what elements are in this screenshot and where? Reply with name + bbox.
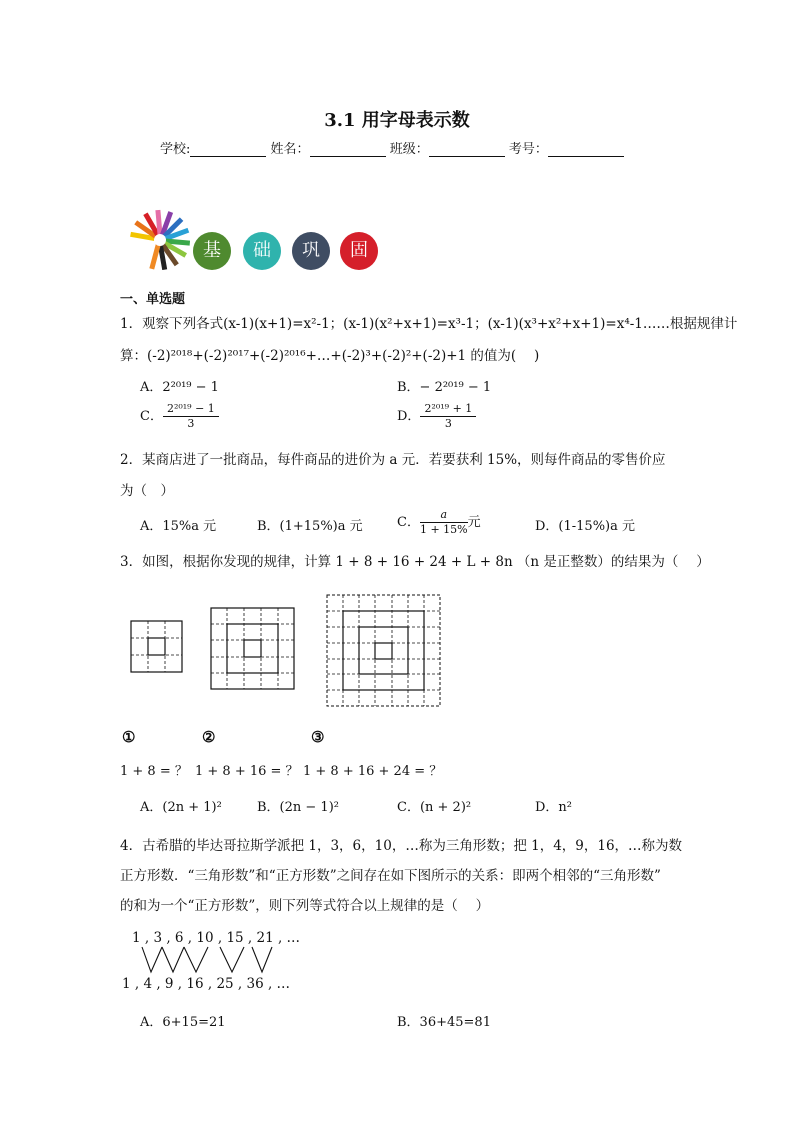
figure-sum-2: 1 + 8 + 16 = ？	[195, 764, 299, 779]
q1-option-a: A．2²⁰¹⁹ − 1	[140, 380, 219, 395]
vee-connectors	[140, 946, 280, 974]
q4-line3: 的和为一个“正方形数”，则下列等式符合以上规律的是（ ）	[120, 898, 490, 914]
q1-c-fraction	[163, 402, 219, 431]
q2-line1: 2．某商店进了一批商品，每件商品的进价为 a 元．若要获利 15%，则每件商品的零售价应	[120, 452, 666, 468]
q1-option-d	[397, 402, 476, 431]
class-label: 班级：	[389, 142, 429, 157]
square-numbers: 1 , 4 , 9 , 16 , 25 , 36 , …	[122, 976, 291, 992]
figure-sum-3: 1 + 8 + 16 + 24 = ？	[303, 764, 443, 779]
name-blank	[310, 144, 386, 157]
q3-option-d: D．n²	[535, 800, 573, 815]
q3-option-a: A．(2n + 1)²	[140, 800, 222, 815]
q1-c-den: 3	[187, 417, 195, 430]
number-blank	[548, 144, 624, 157]
badge-gong: 巩	[292, 232, 330, 270]
figure-sum-1: 1 + 8 = ？	[120, 764, 188, 779]
triangle-numbers: 1 , 3 , 6 , 10 , 15 , 21 , …	[132, 930, 301, 946]
q1-c-num: 2²⁰¹⁹ − 1	[163, 402, 219, 417]
q2-option-c	[397, 508, 481, 537]
class-blank	[429, 144, 505, 157]
figure-1-grid	[130, 620, 184, 674]
q3-line1: 3．如图，根据你发现的规律，计算 1 + 8 + 16 + 24 + L + 8n （n 是正整数）的结果为（ ）	[120, 554, 710, 570]
number-label: 考号：	[508, 142, 548, 157]
figure-label-1: ①	[122, 728, 136, 746]
q3-option-c: C．(n + 2)²	[397, 800, 472, 815]
q3-option-b: B．(2n − 1)²	[257, 800, 339, 815]
q4-line1: 4．古希腊的毕达哥拉斯学派把 1，3，6，10，…称为三角形数；把 1，4，9，16，…称为数	[120, 838, 683, 854]
q2-c-fraction	[420, 508, 468, 537]
q4-option-b: B．36+45=81	[397, 1015, 491, 1030]
figure-label-3: ③	[311, 728, 325, 746]
q2-option-a: A．15%a 元	[140, 519, 217, 534]
school-label: 学校:	[160, 142, 191, 157]
q2-c-den: 1 + 15%	[419, 523, 468, 536]
name-label: 姓名：	[270, 142, 310, 157]
pencil-fan-logo	[128, 208, 190, 270]
q1-d-num: 2²⁰¹⁹ + 1	[420, 402, 476, 417]
q2-option-b: B．(1+15%)a 元	[257, 519, 363, 534]
q1-option-c	[140, 402, 219, 431]
q1-line1: 1．观察下列各式(x-1)(x+1)=x²-1；(x-1)(x²+x+1)=x³-1；(x-1)(x³+x²+x+1)=x⁴-1……根据规律计	[120, 316, 738, 332]
q2-line2: 为（ ）	[120, 483, 174, 499]
page-title: 3.1 用字母表示数	[324, 110, 470, 131]
q4-line2: 正方形数．“三角形数”和“正方形数”之间存在如下图所示的关系：即两个相邻的“三角形数”	[120, 868, 661, 884]
badge-ji: 基	[193, 232, 231, 270]
q4-option-a: A．6+15=21	[140, 1015, 226, 1030]
q1-line2: 算：(-2)²⁰¹⁸+(-2)²⁰¹⁷+(-2)²⁰¹⁶+…+(-2)³+(-2)²+(-2)+1 的值为( )	[120, 348, 540, 364]
figure-2-grid	[210, 607, 296, 691]
section-heading: 一、单选题	[120, 292, 186, 307]
q2-c-label: C．	[397, 515, 420, 530]
q1-d-den: 3	[444, 417, 452, 430]
q1-d-fraction	[420, 402, 476, 431]
q1-option-b: B．− 2²⁰¹⁹ − 1	[397, 380, 492, 395]
q1-d-label: D．	[397, 409, 421, 424]
q2-c-unit: 元	[467, 515, 481, 530]
badge-gu: 固	[340, 232, 378, 270]
q2-c-num: a	[420, 508, 468, 523]
q2-option-d: D．(1-15%)a 元	[535, 519, 636, 534]
student-info-line	[160, 138, 624, 157]
badge-chu: 础	[243, 232, 281, 270]
q1-c-label: C．	[140, 409, 163, 424]
figure-3-grid	[326, 594, 442, 708]
figure-label-2: ②	[202, 728, 216, 746]
school-blank	[190, 144, 266, 157]
